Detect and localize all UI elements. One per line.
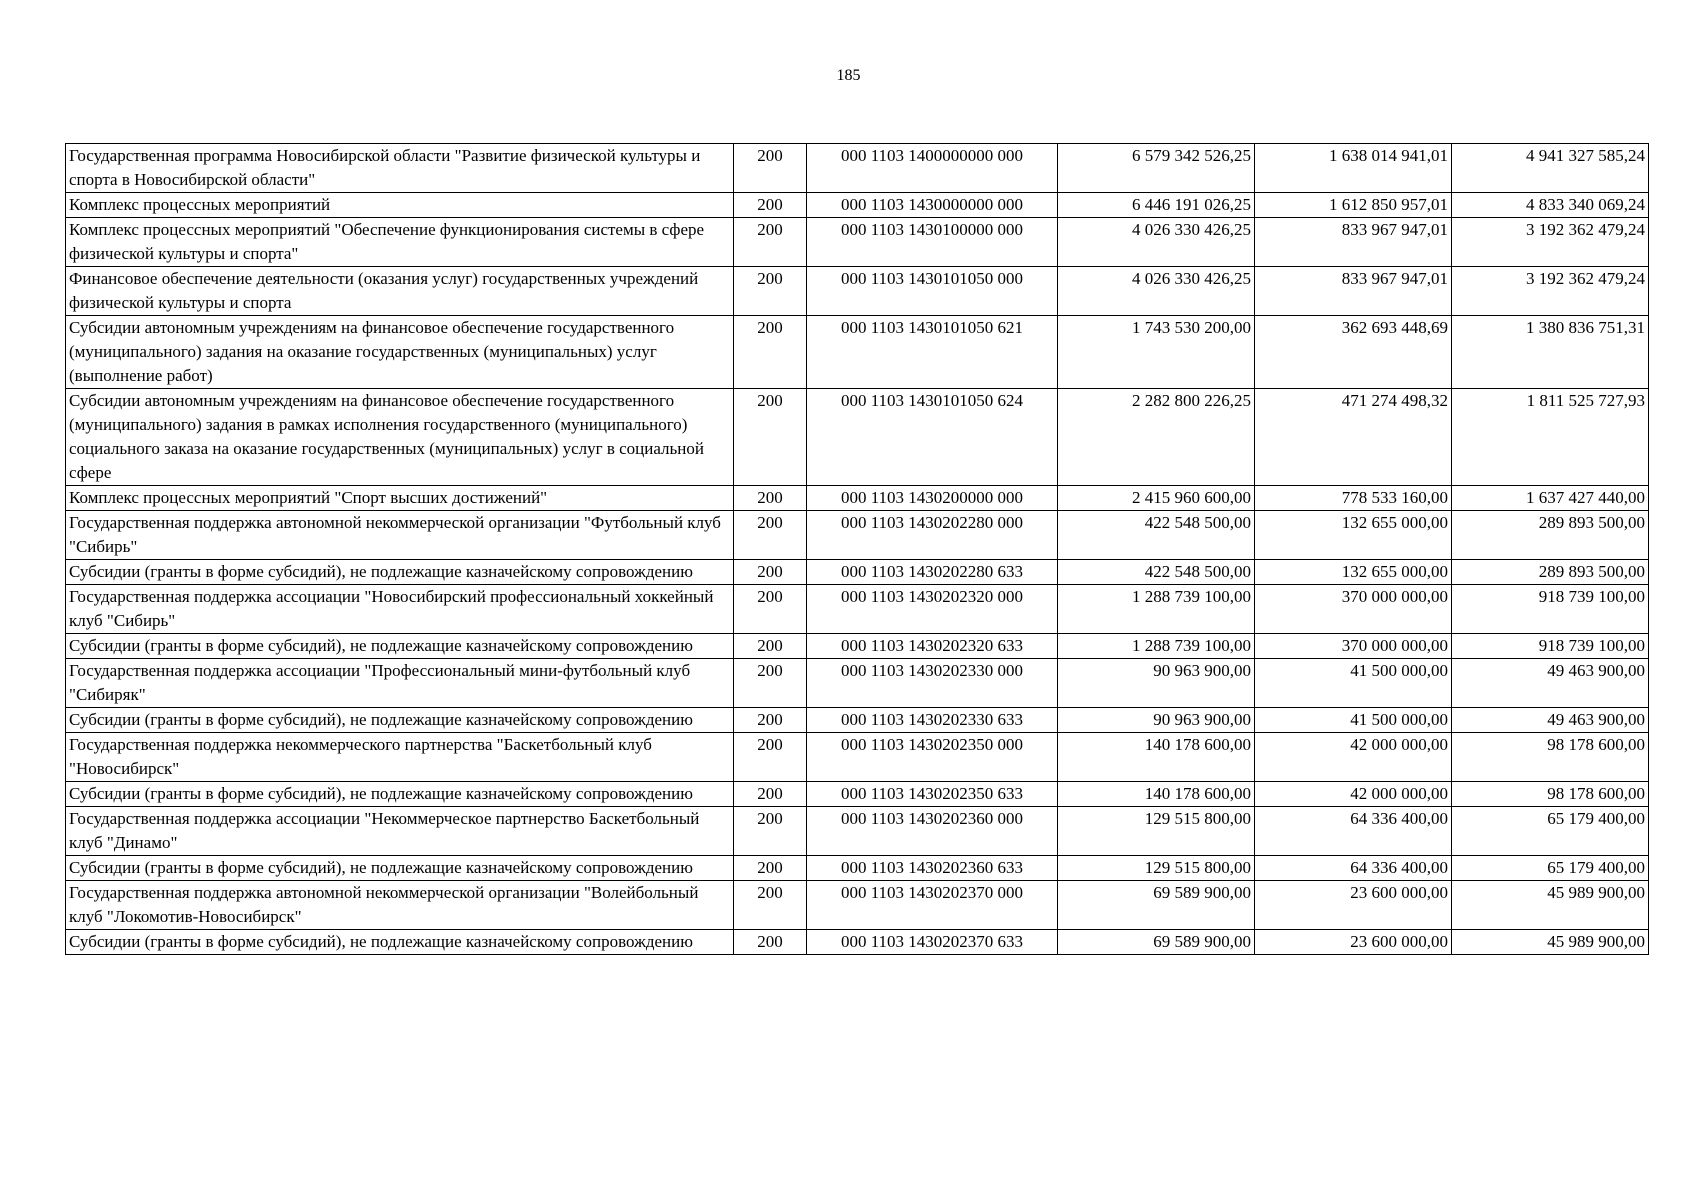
table-row <box>66 782 1649 807</box>
table-row <box>66 856 1649 881</box>
row-remaining-amount-cell: 289 893 500,00 <box>1452 511 1649 560</box>
table-row <box>66 389 1649 486</box>
row-remaining-amount-cell: 65 179 400,00 <box>1452 807 1649 856</box>
row-remaining-amount-cell: 49 463 900,00 <box>1452 708 1649 733</box>
row-budget-code-cell: 000 1103 1430202360 633 <box>807 856 1058 881</box>
row-name-cell: Государственная поддержка ассоциации "Профессиональный мини-футбольный клуб "Сибиряк" <box>66 659 734 708</box>
row-budget-code-cell: 000 1103 1430202370 633 <box>807 930 1058 955</box>
table-row <box>66 193 1649 218</box>
row-executed-amount-cell: 132 655 000,00 <box>1255 560 1452 585</box>
table-row <box>66 634 1649 659</box>
row-name-cell: Государственная поддержка автономной некоммерческой организации "Волейбольный клуб "Локомотив-Новосибирск" <box>66 881 734 930</box>
row-budget-code-cell: 000 1103 1430101050 621 <box>807 316 1058 389</box>
row-remaining-amount-cell: 45 989 900,00 <box>1452 930 1649 955</box>
row-name-cell: Финансовое обеспечение деятельности (оказания услуг) государственных учреждений физической культуры и спорта <box>66 267 734 316</box>
row-admin-code-cell: 200 <box>734 389 807 486</box>
row-approved-amount-cell: 140 178 600,00 <box>1058 733 1255 782</box>
row-admin-code-cell: 200 <box>734 807 807 856</box>
row-name-cell: Государственная поддержка ассоциации "Новосибирский профессиональный хоккейный клуб "Сибирь" <box>66 585 734 634</box>
row-name-cell: Комплекс процессных мероприятий <box>66 193 734 218</box>
row-approved-amount-cell: 2 282 800 226,25 <box>1058 389 1255 486</box>
row-executed-amount-cell: 370 000 000,00 <box>1255 585 1452 634</box>
row-budget-code-cell: 000 1103 1430100000 000 <box>807 218 1058 267</box>
row-name-cell: Государственная поддержка некоммерческого партнерства "Баскетбольный клуб "Новосибирск" <box>66 733 734 782</box>
row-admin-code-cell: 200 <box>734 511 807 560</box>
row-name-cell: Субсидии автономным учреждениям на финансовое обеспечение государственного (муниципального) задания в рамках исполнения государственного (муниципального) социального заказа на оказание государственных (муниципальных) услуг в социальной сфере <box>66 389 734 486</box>
row-executed-amount-cell: 1 612 850 957,01 <box>1255 193 1452 218</box>
row-name-cell: Субсидии (гранты в форме субсидий), не подлежащие казначейскому сопровождению <box>66 856 734 881</box>
row-budget-code-cell: 000 1103 1430202360 000 <box>807 807 1058 856</box>
row-remaining-amount-cell: 3 192 362 479,24 <box>1452 218 1649 267</box>
row-budget-code-cell: 000 1103 1430101050 624 <box>807 389 1058 486</box>
row-remaining-amount-cell: 1 380 836 751,31 <box>1452 316 1649 389</box>
row-budget-code-cell: 000 1103 1430200000 000 <box>807 486 1058 511</box>
row-budget-code-cell: 000 1103 1430202280 000 <box>807 511 1058 560</box>
row-remaining-amount-cell: 98 178 600,00 <box>1452 733 1649 782</box>
row-executed-amount-cell: 833 967 947,01 <box>1255 267 1452 316</box>
row-approved-amount-cell: 2 415 960 600,00 <box>1058 486 1255 511</box>
row-budget-code-cell: 000 1103 1430202350 000 <box>807 733 1058 782</box>
table-row <box>66 486 1649 511</box>
row-remaining-amount-cell: 289 893 500,00 <box>1452 560 1649 585</box>
row-remaining-amount-cell: 1 811 525 727,93 <box>1452 389 1649 486</box>
table-row <box>66 144 1649 193</box>
row-name-cell: Государственная программа Новосибирской области "Развитие физической культуры и спорта в Новосибирской области" <box>66 144 734 193</box>
table-row <box>66 267 1649 316</box>
row-budget-code-cell: 000 1103 1400000000 000 <box>807 144 1058 193</box>
row-admin-code-cell: 200 <box>734 881 807 930</box>
row-approved-amount-cell: 1 743 530 200,00 <box>1058 316 1255 389</box>
page-number: 185 <box>836 67 861 84</box>
row-approved-amount-cell: 6 446 191 026,25 <box>1058 193 1255 218</box>
row-executed-amount-cell: 41 500 000,00 <box>1255 708 1452 733</box>
row-admin-code-cell: 200 <box>734 316 807 389</box>
row-remaining-amount-cell: 98 178 600,00 <box>1452 782 1649 807</box>
row-admin-code-cell: 200 <box>734 634 807 659</box>
row-admin-code-cell: 200 <box>734 193 807 218</box>
row-budget-code-cell: 000 1103 1430101050 000 <box>807 267 1058 316</box>
row-approved-amount-cell: 422 548 500,00 <box>1058 511 1255 560</box>
row-executed-amount-cell: 132 655 000,00 <box>1255 511 1452 560</box>
row-admin-code-cell: 200 <box>734 659 807 708</box>
row-approved-amount-cell: 422 548 500,00 <box>1058 560 1255 585</box>
row-approved-amount-cell: 129 515 800,00 <box>1058 856 1255 881</box>
row-budget-code-cell: 000 1103 1430202370 000 <box>807 881 1058 930</box>
row-executed-amount-cell: 41 500 000,00 <box>1255 659 1452 708</box>
row-admin-code-cell: 200 <box>734 267 807 316</box>
budget-table <box>65 143 1649 955</box>
row-admin-code-cell: 200 <box>734 856 807 881</box>
table-row <box>66 807 1649 856</box>
row-approved-amount-cell: 129 515 800,00 <box>1058 807 1255 856</box>
row-budget-code-cell: 000 1103 1430202350 633 <box>807 782 1058 807</box>
row-approved-amount-cell: 90 963 900,00 <box>1058 708 1255 733</box>
row-approved-amount-cell: 1 288 739 100,00 <box>1058 585 1255 634</box>
row-approved-amount-cell: 4 026 330 426,25 <box>1058 267 1255 316</box>
row-remaining-amount-cell: 49 463 900,00 <box>1452 659 1649 708</box>
row-remaining-amount-cell: 4 833 340 069,24 <box>1452 193 1649 218</box>
row-remaining-amount-cell: 65 179 400,00 <box>1452 856 1649 881</box>
row-approved-amount-cell: 69 589 900,00 <box>1058 930 1255 955</box>
row-budget-code-cell: 000 1103 1430202330 000 <box>807 659 1058 708</box>
row-executed-amount-cell: 1 638 014 941,01 <box>1255 144 1452 193</box>
table-row <box>66 881 1649 930</box>
row-name-cell: Субсидии (гранты в форме субсидий), не подлежащие казначейскому сопровождению <box>66 560 734 585</box>
row-remaining-amount-cell: 918 739 100,00 <box>1452 634 1649 659</box>
table-row <box>66 585 1649 634</box>
row-name-cell: Субсидии (гранты в форме субсидий), не подлежащие казначейскому сопровождению <box>66 708 734 733</box>
row-admin-code-cell: 200 <box>734 733 807 782</box>
row-name-cell: Субсидии (гранты в форме субсидий), не подлежащие казначейскому сопровождению <box>66 782 734 807</box>
row-executed-amount-cell: 64 336 400,00 <box>1255 807 1452 856</box>
row-budget-code-cell: 000 1103 1430000000 000 <box>807 193 1058 218</box>
table-row <box>66 733 1649 782</box>
table-row <box>66 316 1649 389</box>
table-row <box>66 560 1649 585</box>
row-approved-amount-cell: 1 288 739 100,00 <box>1058 634 1255 659</box>
row-budget-code-cell: 000 1103 1430202330 633 <box>807 708 1058 733</box>
row-approved-amount-cell: 6 579 342 526,25 <box>1058 144 1255 193</box>
row-executed-amount-cell: 471 274 498,32 <box>1255 389 1452 486</box>
table-row <box>66 930 1649 955</box>
row-remaining-amount-cell: 1 637 427 440,00 <box>1452 486 1649 511</box>
row-admin-code-cell: 200 <box>734 486 807 511</box>
row-budget-code-cell: 000 1103 1430202280 633 <box>807 560 1058 585</box>
row-approved-amount-cell: 140 178 600,00 <box>1058 782 1255 807</box>
row-name-cell: Субсидии (гранты в форме субсидий), не подлежащие казначейскому сопровождению <box>66 930 734 955</box>
table-row <box>66 708 1649 733</box>
table-body <box>66 144 1649 955</box>
row-remaining-amount-cell: 918 739 100,00 <box>1452 585 1649 634</box>
row-admin-code-cell: 200 <box>734 708 807 733</box>
row-name-cell: Субсидии автономным учреждениям на финансовое обеспечение государственного (муниципального) задания на оказание государственных (муниципальных) услуг (выполнение работ) <box>66 316 734 389</box>
row-budget-code-cell: 000 1103 1430202320 000 <box>807 585 1058 634</box>
row-remaining-amount-cell: 3 192 362 479,24 <box>1452 267 1649 316</box>
row-executed-amount-cell: 362 693 448,69 <box>1255 316 1452 389</box>
row-admin-code-cell: 200 <box>734 585 807 634</box>
row-executed-amount-cell: 23 600 000,00 <box>1255 930 1452 955</box>
row-admin-code-cell: 200 <box>734 144 807 193</box>
row-name-cell: Государственная поддержка ассоциации "Некоммерческое партнерство Баскетбольный клуб "Динамо" <box>66 807 734 856</box>
row-executed-amount-cell: 833 967 947,01 <box>1255 218 1452 267</box>
row-executed-amount-cell: 370 000 000,00 <box>1255 634 1452 659</box>
row-executed-amount-cell: 42 000 000,00 <box>1255 733 1452 782</box>
row-name-cell: Комплекс процессных мероприятий "Обеспечение функционирования системы в сфере физической культуры и спорта" <box>66 218 734 267</box>
row-budget-code-cell: 000 1103 1430202320 633 <box>807 634 1058 659</box>
row-admin-code-cell: 200 <box>734 782 807 807</box>
row-name-cell: Государственная поддержка автономной некоммерческой организации "Футбольный клуб "Сибирь" <box>66 511 734 560</box>
table-row <box>66 511 1649 560</box>
row-executed-amount-cell: 778 533 160,00 <box>1255 486 1452 511</box>
row-executed-amount-cell: 42 000 000,00 <box>1255 782 1452 807</box>
row-executed-amount-cell: 64 336 400,00 <box>1255 856 1452 881</box>
row-name-cell: Комплекс процессных мероприятий "Спорт высших достижений" <box>66 486 734 511</box>
row-admin-code-cell: 200 <box>734 560 807 585</box>
row-admin-code-cell: 200 <box>734 930 807 955</box>
row-approved-amount-cell: 69 589 900,00 <box>1058 881 1255 930</box>
row-approved-amount-cell: 90 963 900,00 <box>1058 659 1255 708</box>
row-remaining-amount-cell: 45 989 900,00 <box>1452 881 1649 930</box>
row-admin-code-cell: 200 <box>734 218 807 267</box>
row-remaining-amount-cell: 4 941 327 585,24 <box>1452 144 1649 193</box>
row-approved-amount-cell: 4 026 330 426,25 <box>1058 218 1255 267</box>
table-row <box>66 659 1649 708</box>
row-name-cell: Субсидии (гранты в форме субсидий), не подлежащие казначейскому сопровождению <box>66 634 734 659</box>
table-row <box>66 218 1649 267</box>
row-executed-amount-cell: 23 600 000,00 <box>1255 881 1452 930</box>
